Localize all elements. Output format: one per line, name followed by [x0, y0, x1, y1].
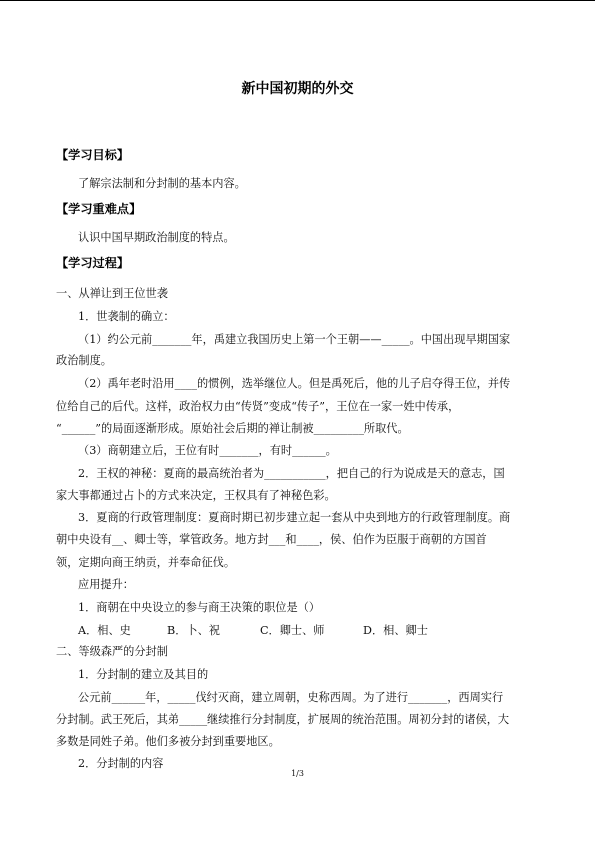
paragraph-line: （1）约公元前_______年，禹建立我国历史上第一个王朝——_____。中国出现早期国家 [78, 333, 511, 346]
paragraph-line: 政治制度。 [56, 354, 112, 367]
option-c: C．卿士、师 [260, 624, 325, 637]
paragraph-line: （3）商朝建立后，王位有时_______，有时______。 [78, 444, 337, 457]
subsection-heading: 2．分封制的内容 [78, 757, 164, 770]
question-text: 1．商朝在中央设立的参与商王决策的职位是（） [78, 601, 321, 614]
paragraph-line: 3．夏商的行政管理制度：夏商时期已初步建立起一套从中央到地方的行政管理制度。商 [78, 511, 511, 524]
option-d: D．相、卿士 [363, 624, 428, 637]
paragraph-line: （2）禹年老时沿用____的惯例，选举继位人。但是禹死后，他的儿子启夺得王位，并传 [78, 377, 511, 390]
paragraph-line: 位给自己的后代。这样，政治权力由“传贤”变成“传子”，王位在一家一姓中传承， [56, 400, 460, 413]
application-heading: 应用提升： [78, 578, 134, 591]
option-b: B．卜、祝 [167, 624, 220, 637]
process-heading: 【学习过程】 [56, 256, 130, 270]
page-title: 新中国初期的外交 [241, 81, 354, 97]
key-heading: 【学习重难点】 [56, 202, 142, 216]
key-text: 认识中国早期政治制度的特点。 [78, 231, 235, 244]
section-heading: 二、等级森严的分封制 [56, 645, 168, 658]
paragraph-line: 家大事都通过占卜的方式来决定，王权具有了神秘色彩。 [56, 489, 336, 502]
subsection-heading: 1．分封制的建立及其目的 [78, 668, 209, 681]
paragraph-line: 2．王权的神秘：夏商的最高统治者为___________，把自己的行为说成是天的意志，国 [78, 467, 505, 480]
paragraph-line: 领，定期向商王纳贡，并奉命征伐。 [56, 556, 236, 569]
paragraph-line: 朝中央设有__、卿士等，掌管政务。地方封___和____，侯、伯作为臣服于商朝的方国首 [56, 533, 487, 546]
goal-text: 了解宗法制和分封制的基本内容。 [78, 177, 246, 190]
page-number: 1/3 [291, 769, 304, 778]
paragraph-line: 公元前______年，_____伐纣灭商，建立周朝，史称西周。为了进行_______，西周实行 [78, 691, 504, 704]
top-rule [0, 0, 595, 1]
subsection-heading: 1．世袭制的确立： [78, 310, 175, 323]
paragraph-line: 分封制。武王死后，其弟_____继续推行分封制度，扩展周的统治范围。周初分封的诸侯，大 [56, 713, 510, 726]
section-heading: 一、从禅让到王位世袭 [56, 287, 168, 300]
goal-heading: 【学习目标】 [56, 148, 130, 162]
paragraph-line: “______”的局面逐渐形成。原始社会后期的禅让制被_________所取代。 [56, 422, 409, 435]
option-a: A．相、史 [78, 624, 131, 637]
paragraph-line: 多数是同姓子弟。他们多被分封到重要地区。 [56, 735, 280, 748]
